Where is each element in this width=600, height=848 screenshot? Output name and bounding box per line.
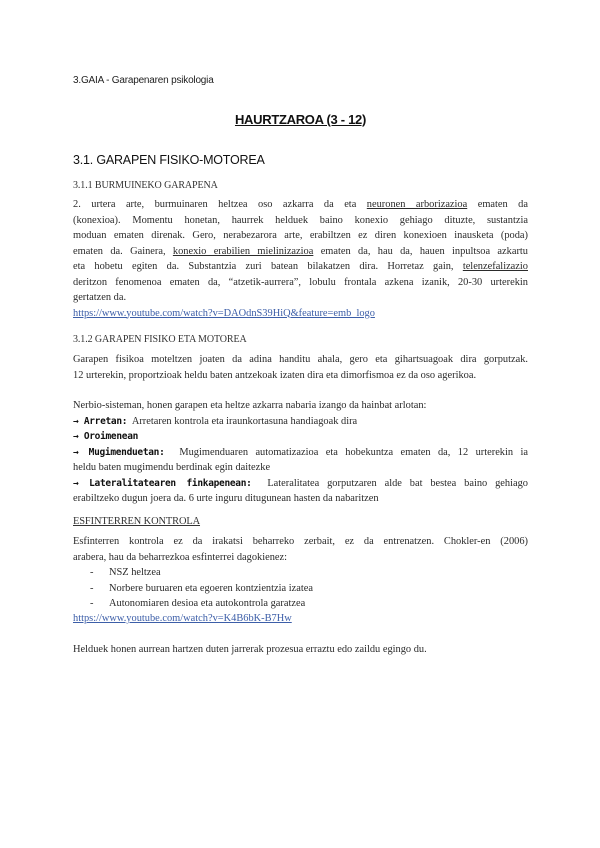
subsection-heading-sphincter: ESFINTERREN KONTROLA	[73, 516, 201, 527]
text-line: Nerbio-sisteman, honen garapen eta heltze azkarra nabaria izango da hainbat arlotan:	[73, 400, 427, 411]
list-item: - Autonomiaren desioa eta autokontrola garatzea	[90, 598, 306, 609]
term-myelination: konexio erabilien mielinizazioa	[172, 245, 314, 257]
text-line: 2. urtera arte, burmuinaren heltzea oso azkarra da eta neuronen arborizazioa ematen da	[73, 199, 528, 210]
sphincter-requirements-list	[90, 565, 313, 612]
text-line: eta hobetu egiten da. Substantzia zuri batean bilakatzen dira. Horretaz gain, telenzefalizazio	[73, 261, 528, 272]
text-line: Garapen fisikoa moteltzen joaten da adina handitu ahala, gero eta gihartsuagoak dira gorputzak.	[73, 354, 528, 365]
page-header: 3.GAIA - Garapenaren psikologia	[73, 75, 214, 86]
subsection-heading-brain: 3.1.1 BURMUINEKO GARAPENA	[73, 180, 218, 191]
text-line: deritzon fenomenoa ematen da, “atzetik-aurrera”, lobulu frontala azkena izanik, 20-30 urterekin	[73, 276, 528, 288]
youtube-link-sphincter[interactable]: https://www.youtube.com/watch?v=K4B6bK-B7Hw	[73, 613, 292, 624]
paragraph-sphincter-control	[73, 534, 528, 565]
text-line: 12 urterekin, proportzioak heldu baten antzekoak izaten dira eta dimorfismoa ez da oso agerikoa.	[73, 369, 477, 381]
paragraph-nervous-system	[73, 398, 528, 507]
text-line: ematen da. Gainera, konexio erabilien mielinizazioa ematen da, hau da, hauen inpultsoa azkartu	[73, 245, 528, 257]
area-item-movement: → Mugimenduetan: Mugimenduaren automatizazioa eta hobekuntza ematen da, 12 urterekin ia	[73, 446, 528, 458]
text-line: gertatzen da.	[73, 292, 127, 303]
youtube-link-brain[interactable]: https://www.youtube.com/watch?v=DAOdnS39HiQ&feature=emb_logo	[73, 307, 375, 319]
subsection-heading-physical-motor: 3.1.2 GARAPEN FISIKO ETA MOTOREA	[73, 334, 247, 345]
paragraph-closing	[73, 642, 528, 658]
term-telencephalization: telenzefalizazio	[462, 261, 528, 272]
text-line: arabera, hau da beharrezkoa esfinterrei dagokienez:	[73, 551, 288, 563]
text-line: heldu baten mugimendu berdinak egin daitezke	[73, 462, 271, 473]
section-heading: 3.1. GARAPEN FISIKO-MOTOREA	[73, 153, 265, 167]
text-line: (konexioa). Momentu honetan, haurrek helduek baino konexio gehiago dituzte, sustantzia	[73, 214, 528, 226]
paragraph-brain-development	[73, 197, 528, 321]
list-item: - NSZ heltzea	[90, 567, 161, 578]
list-item: - Norbere buruaren eta egoeren kontzientzia izatea	[90, 582, 313, 594]
area-item-laterality: → Lateralitatearen finkapenean: Lateralitatea gorputzaren alde bat bestea baino gehiago	[73, 477, 528, 489]
youtube-link-sphincter-wrap	[73, 611, 528, 627]
text-line: moduan ematen direnak. Gero, nerabezarora arte, erabiltzen ez diren konexioen inausketa (poda)	[73, 230, 528, 241]
text-line: Helduek honen aurrean hartzen duten jarrerak prozesua erraztu edo zaildu egingo du.	[73, 644, 427, 655]
text-line: Esfinterren kontrola ez da irakatsi beharreko zerbait, ez da entrenatzen. Chokler-en (2006)	[73, 536, 528, 547]
area-item-attention: → Arretan: Arretaren kontrola eta iraunkortasuna handiagoak dira	[73, 415, 358, 427]
area-item-memory: → Oroimenean	[73, 431, 139, 442]
page-title: HAURTZAROA (3 - 12)	[234, 112, 367, 127]
text-line: erabiltzeko dugun joera da. 6 urte inguru ditugunean hasten da nabaritzen	[73, 493, 379, 504]
term-neuron-arborization: neuronen arborizazioa	[366, 199, 468, 210]
paragraph-physical-development	[73, 352, 528, 383]
